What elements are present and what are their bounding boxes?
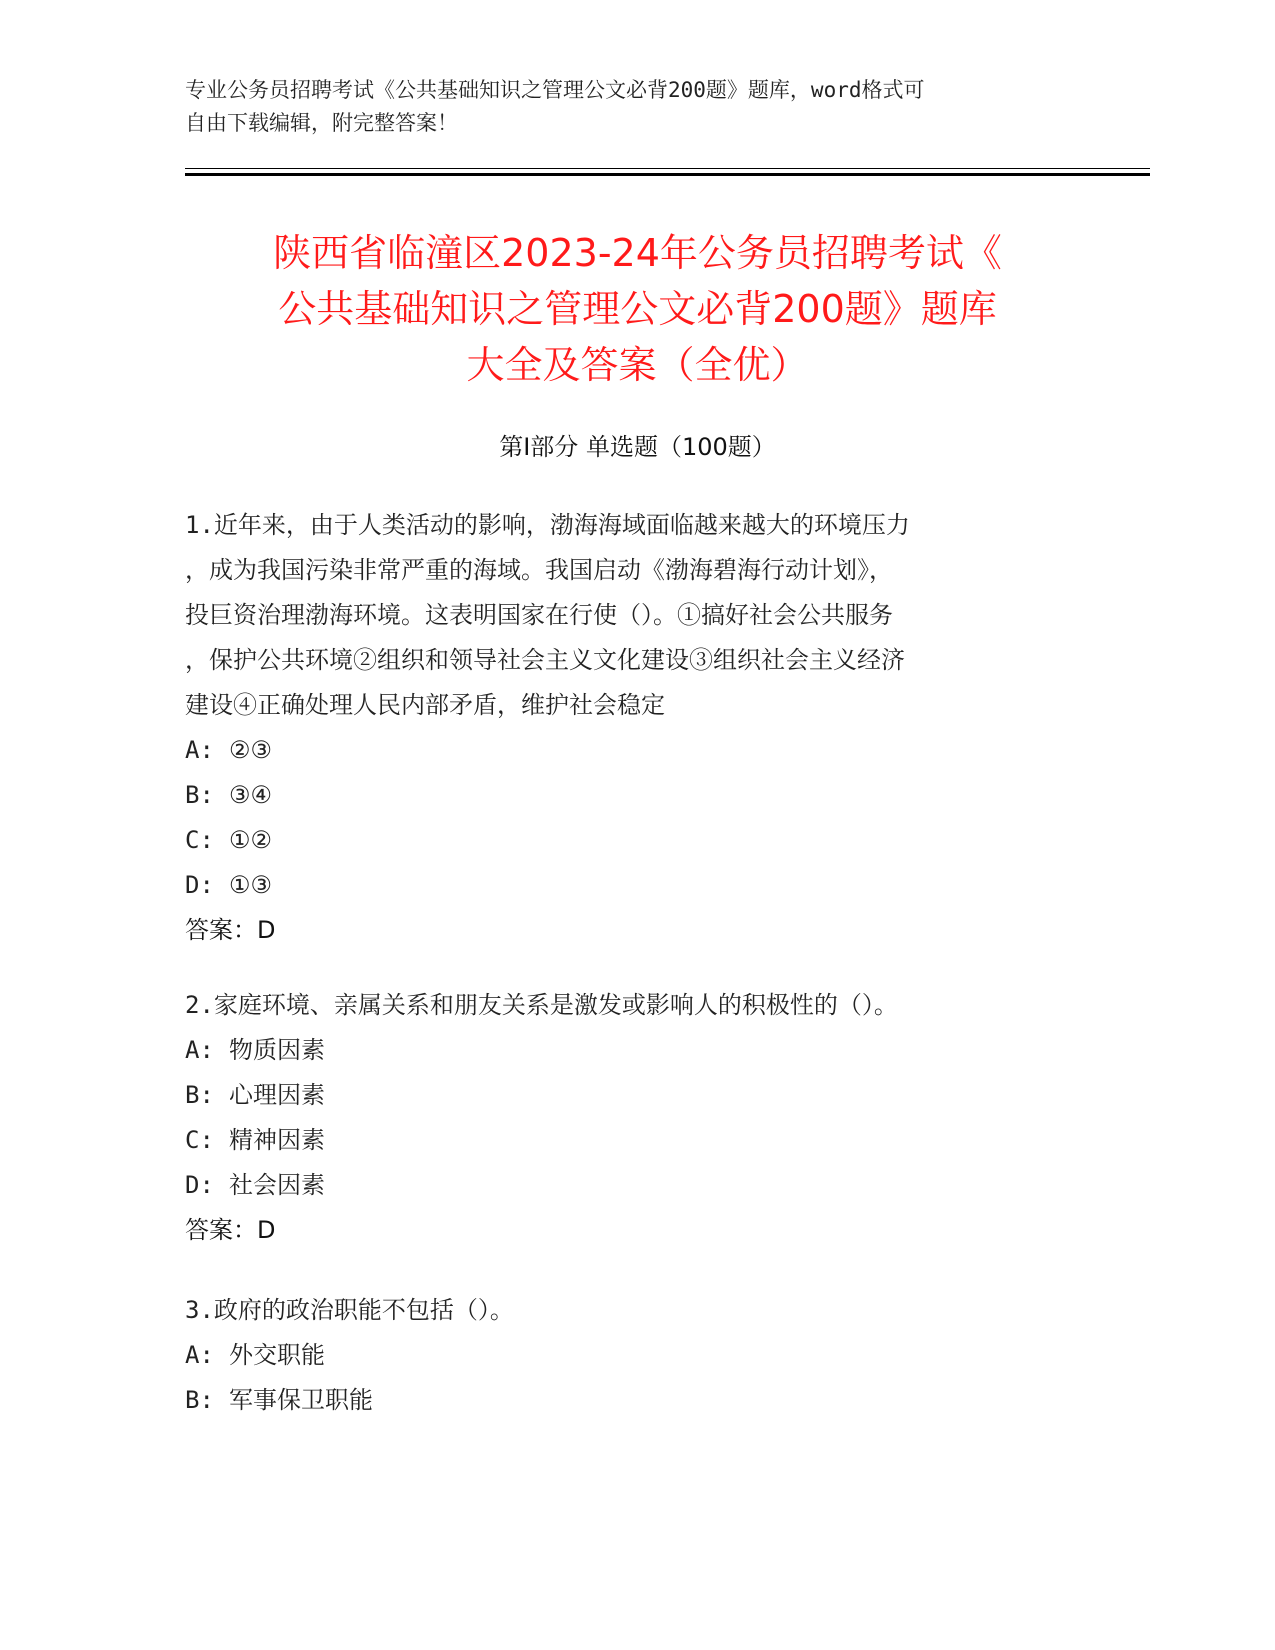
question-2 — [185, 983, 1095, 1253]
option-letter: B: — [185, 1386, 214, 1414]
question-2-stem-line-1: 2.家庭环境、亲属关系和朋友关系是激发或影响人的积极性的（）。 — [185, 991, 898, 1019]
question-1-stem-line-5: 建设④正确处理人民内部矛盾，维护社会稳定 — [185, 691, 665, 719]
option-letter: A: — [185, 736, 214, 764]
section-heading: 第Ⅰ部分 单选题（100题） — [499, 433, 776, 461]
option-letter: A: — [185, 1341, 214, 1369]
option-text: 心理因素 — [229, 1081, 325, 1109]
option-letter: B: — [185, 781, 214, 809]
question-1-answer: 答案：D — [185, 916, 276, 944]
option-text: 物质因素 — [229, 1036, 325, 1064]
question-3 — [185, 1288, 1095, 1423]
option-letter: D: — [185, 871, 214, 899]
question-1-option-d — [185, 863, 1095, 908]
question-1-stem-line-2: ，成为我国污染非常严重的海域。我国启动《渤海碧海行动计划》， — [185, 556, 893, 584]
option-letter: D: — [185, 1171, 214, 1199]
question-1-option-a — [185, 728, 1095, 773]
option-text: 军事保卫职能 — [229, 1386, 373, 1414]
question-2-option-c — [185, 1118, 1095, 1163]
option-text: ②③ — [229, 736, 273, 764]
option-text: 外交职能 — [229, 1341, 325, 1369]
title-line-2: 公共基础知识之管理公文必背200题》题库 — [278, 287, 997, 331]
option-text: ③④ — [229, 781, 273, 809]
question-1-option-b — [185, 773, 1095, 818]
option-letter: A: — [185, 1036, 214, 1064]
title-line-1: 陕西省临潼区2023-24年公务员招聘考试《 — [273, 231, 1002, 275]
option-text: ①② — [229, 826, 273, 854]
header-note-line-2: 自由下载编辑，附完整答案！ — [185, 111, 458, 135]
document-title — [185, 225, 1090, 393]
option-letter: C: — [185, 826, 214, 854]
option-letter: B: — [185, 1081, 214, 1109]
question-1-option-c — [185, 818, 1095, 863]
question-3-option-a — [185, 1333, 1095, 1378]
option-text: ①③ — [229, 871, 273, 899]
question-2-option-b — [185, 1073, 1095, 1118]
option-text: 社会因素 — [229, 1171, 325, 1199]
question-2-answer: 答案：D — [185, 1216, 276, 1244]
title-line-3: 大全及答案（全优） — [466, 343, 809, 387]
header-note — [185, 74, 1085, 140]
header-rule-thick — [185, 173, 1150, 176]
question-2-option-a — [185, 1028, 1095, 1073]
question-1-stem-line-3: 投巨资治理渤海环境。这表明国家在行使（）。①搞好社会公共服务 — [185, 601, 893, 629]
question-3-stem-line-1: 3.政府的政治职能不包括（）。 — [185, 1296, 514, 1324]
question-1 — [185, 503, 1095, 953]
option-text: 精神因素 — [229, 1126, 325, 1154]
question-2-option-d — [185, 1163, 1095, 1208]
header-rule-thin — [185, 168, 1150, 169]
question-3-option-b — [185, 1378, 1095, 1423]
question-1-stem-line-4: ，保护公共环境②组织和领导社会主义文化建设③组织社会主义经济 — [185, 646, 905, 674]
header-note-line-1: 专业公务员招聘考试《公共基础知识之管理公文必背200题》题库，word格式可 — [185, 78, 925, 102]
option-letter: C: — [185, 1126, 214, 1154]
question-1-stem-line-1: 1.近年来，由于人类活动的影响，渤海海域面临越来越大的环境压力 — [185, 511, 910, 539]
